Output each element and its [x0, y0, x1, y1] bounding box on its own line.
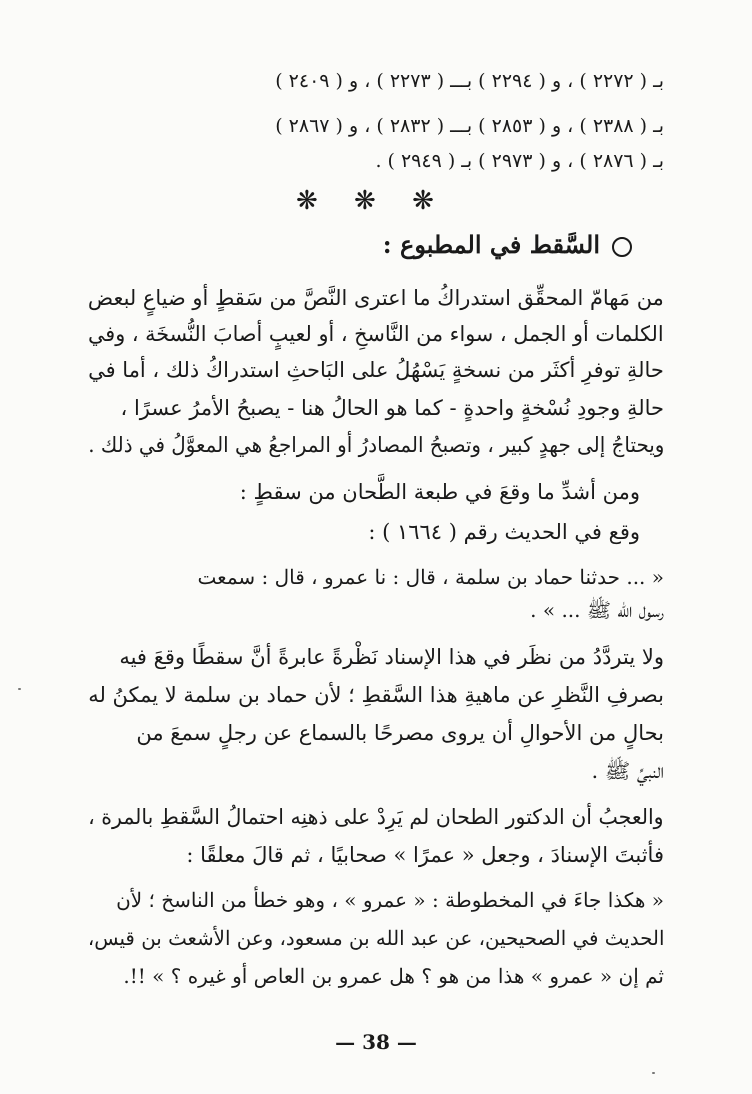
page-number: — 38 —: [335, 1030, 417, 1054]
reference-line-2: بـ ( ٢٣٨٨ ) ، و ( ٢٨٥٣ ) بـــ ( ٢٨٣٢ ) ، و ( ٢٨٦٧ ): [275, 115, 664, 137]
quote1-line-1: « ... حدثنا حماد بن سلمة ، قال : نا عمرو ، قال : سمعت: [197, 565, 664, 589]
quote1-line-2: رسول الله ﷺ ... » .: [530, 598, 664, 622]
wonder-line-2: فأثبتَ الإسنادَ ، وجعل « عمرًا » صحابيًا ، ثم قالَ معلقًا :: [186, 843, 664, 867]
intro-line-4: حالةِ وجودِ نُسْخةٍ واحدةٍ - كما هو الحالُ هنا - يصبحُ الأمرُ عسرًا ،: [120, 396, 664, 420]
section-heading-text: السَّقط في المطبوع :: [382, 230, 600, 259]
reference-line-3: بـ ( ٢٨٧٦ ) ، و ( ٢٩٧٣ ) بـ ( ٢٩٤٩ ) .: [375, 150, 664, 172]
intro-line-2: الكلمات أو الجمل ، سواء من النَّاسخِ ، أو لعيبٍ أصابَ النُّسخَة ، وفي: [88, 322, 664, 346]
scan-speck: [652, 1072, 655, 1074]
quote2-line-3: ثم إن « عمرو » هذا من هو ؟ هل عمرو بن العاص أو غيره ؟ » !!.: [123, 964, 664, 988]
quote2-line-1: « هكذا جاءَ في المخطوطة : « عمرو » ، وهو خطأ من الناسخ ؛ لأن: [116, 888, 664, 912]
wonder-line-1: والعجبُ أن الدكتور الطحان لم يَرِدْ على ذهنِه احتمالُ السَّقطِ بالمرة ،: [88, 805, 664, 829]
quote2-line-2: الحديث في الصحيحين، عن عبد الله بن مسعود، وعن الأشعث بن قيس،: [87, 926, 664, 950]
analysis-line-3: بحالٍ من الأحوالِ أن يروى مصرحًا بالسماع عن رجلٍ سمعَ من: [136, 721, 664, 745]
hadith-intro-line: وقع في الحديث رقم ( ١٦٦٤ ) :: [368, 520, 640, 544]
scan-speck: [18, 688, 21, 690]
circle-bullet-icon: [612, 237, 632, 257]
analysis-line-2: بصرفِ النَّظرِ عن ماهيةِ هذا السَّقطِ ؛ لأن حماد بن سلمة لا يمكنُ له: [88, 683, 664, 707]
intro-line-1: من مَهامّ المحقِّق استدراكُ ما اعترى النَّصَّ من سَقطٍ أو ضياعٍ لبعض: [88, 286, 664, 310]
analysis-line-4: النبيِّ ﷺ .: [591, 759, 664, 783]
intro-line-3: حالةِ توفرِ أكثَر من نسخةٍ يَسْهُلُ على البَاحثِ استدراكُ ذلك ، أما في: [88, 358, 664, 382]
intro-line-5: ويحتاجُ إلى جهدٍ كبير ، وتصبحُ المصادرُ أو المراجعُ هي المعوَّلُ في ذلك .: [87, 433, 664, 457]
section-heading: [383, 230, 632, 259]
analysis-line-1: ولا يتردَّدُ من نظَر في هذا الإسناد نَظْرةً عابرةً أنَّ سقطًا وقعَ فيه: [119, 645, 664, 669]
worst-omission-line: ومن أشدِّ ما وقعَ في طبعة الطَّحان من سقطٍ :: [239, 480, 640, 504]
separator-stars: ❋ ❋ ❋: [296, 186, 448, 216]
reference-line-1: بـ ( ٢٢٧٢ ) ، و ( ٢٢٩٤ ) بـــ ( ٢٢٧٣ ) ، و ( ٢٤٠٩ ): [275, 70, 664, 92]
